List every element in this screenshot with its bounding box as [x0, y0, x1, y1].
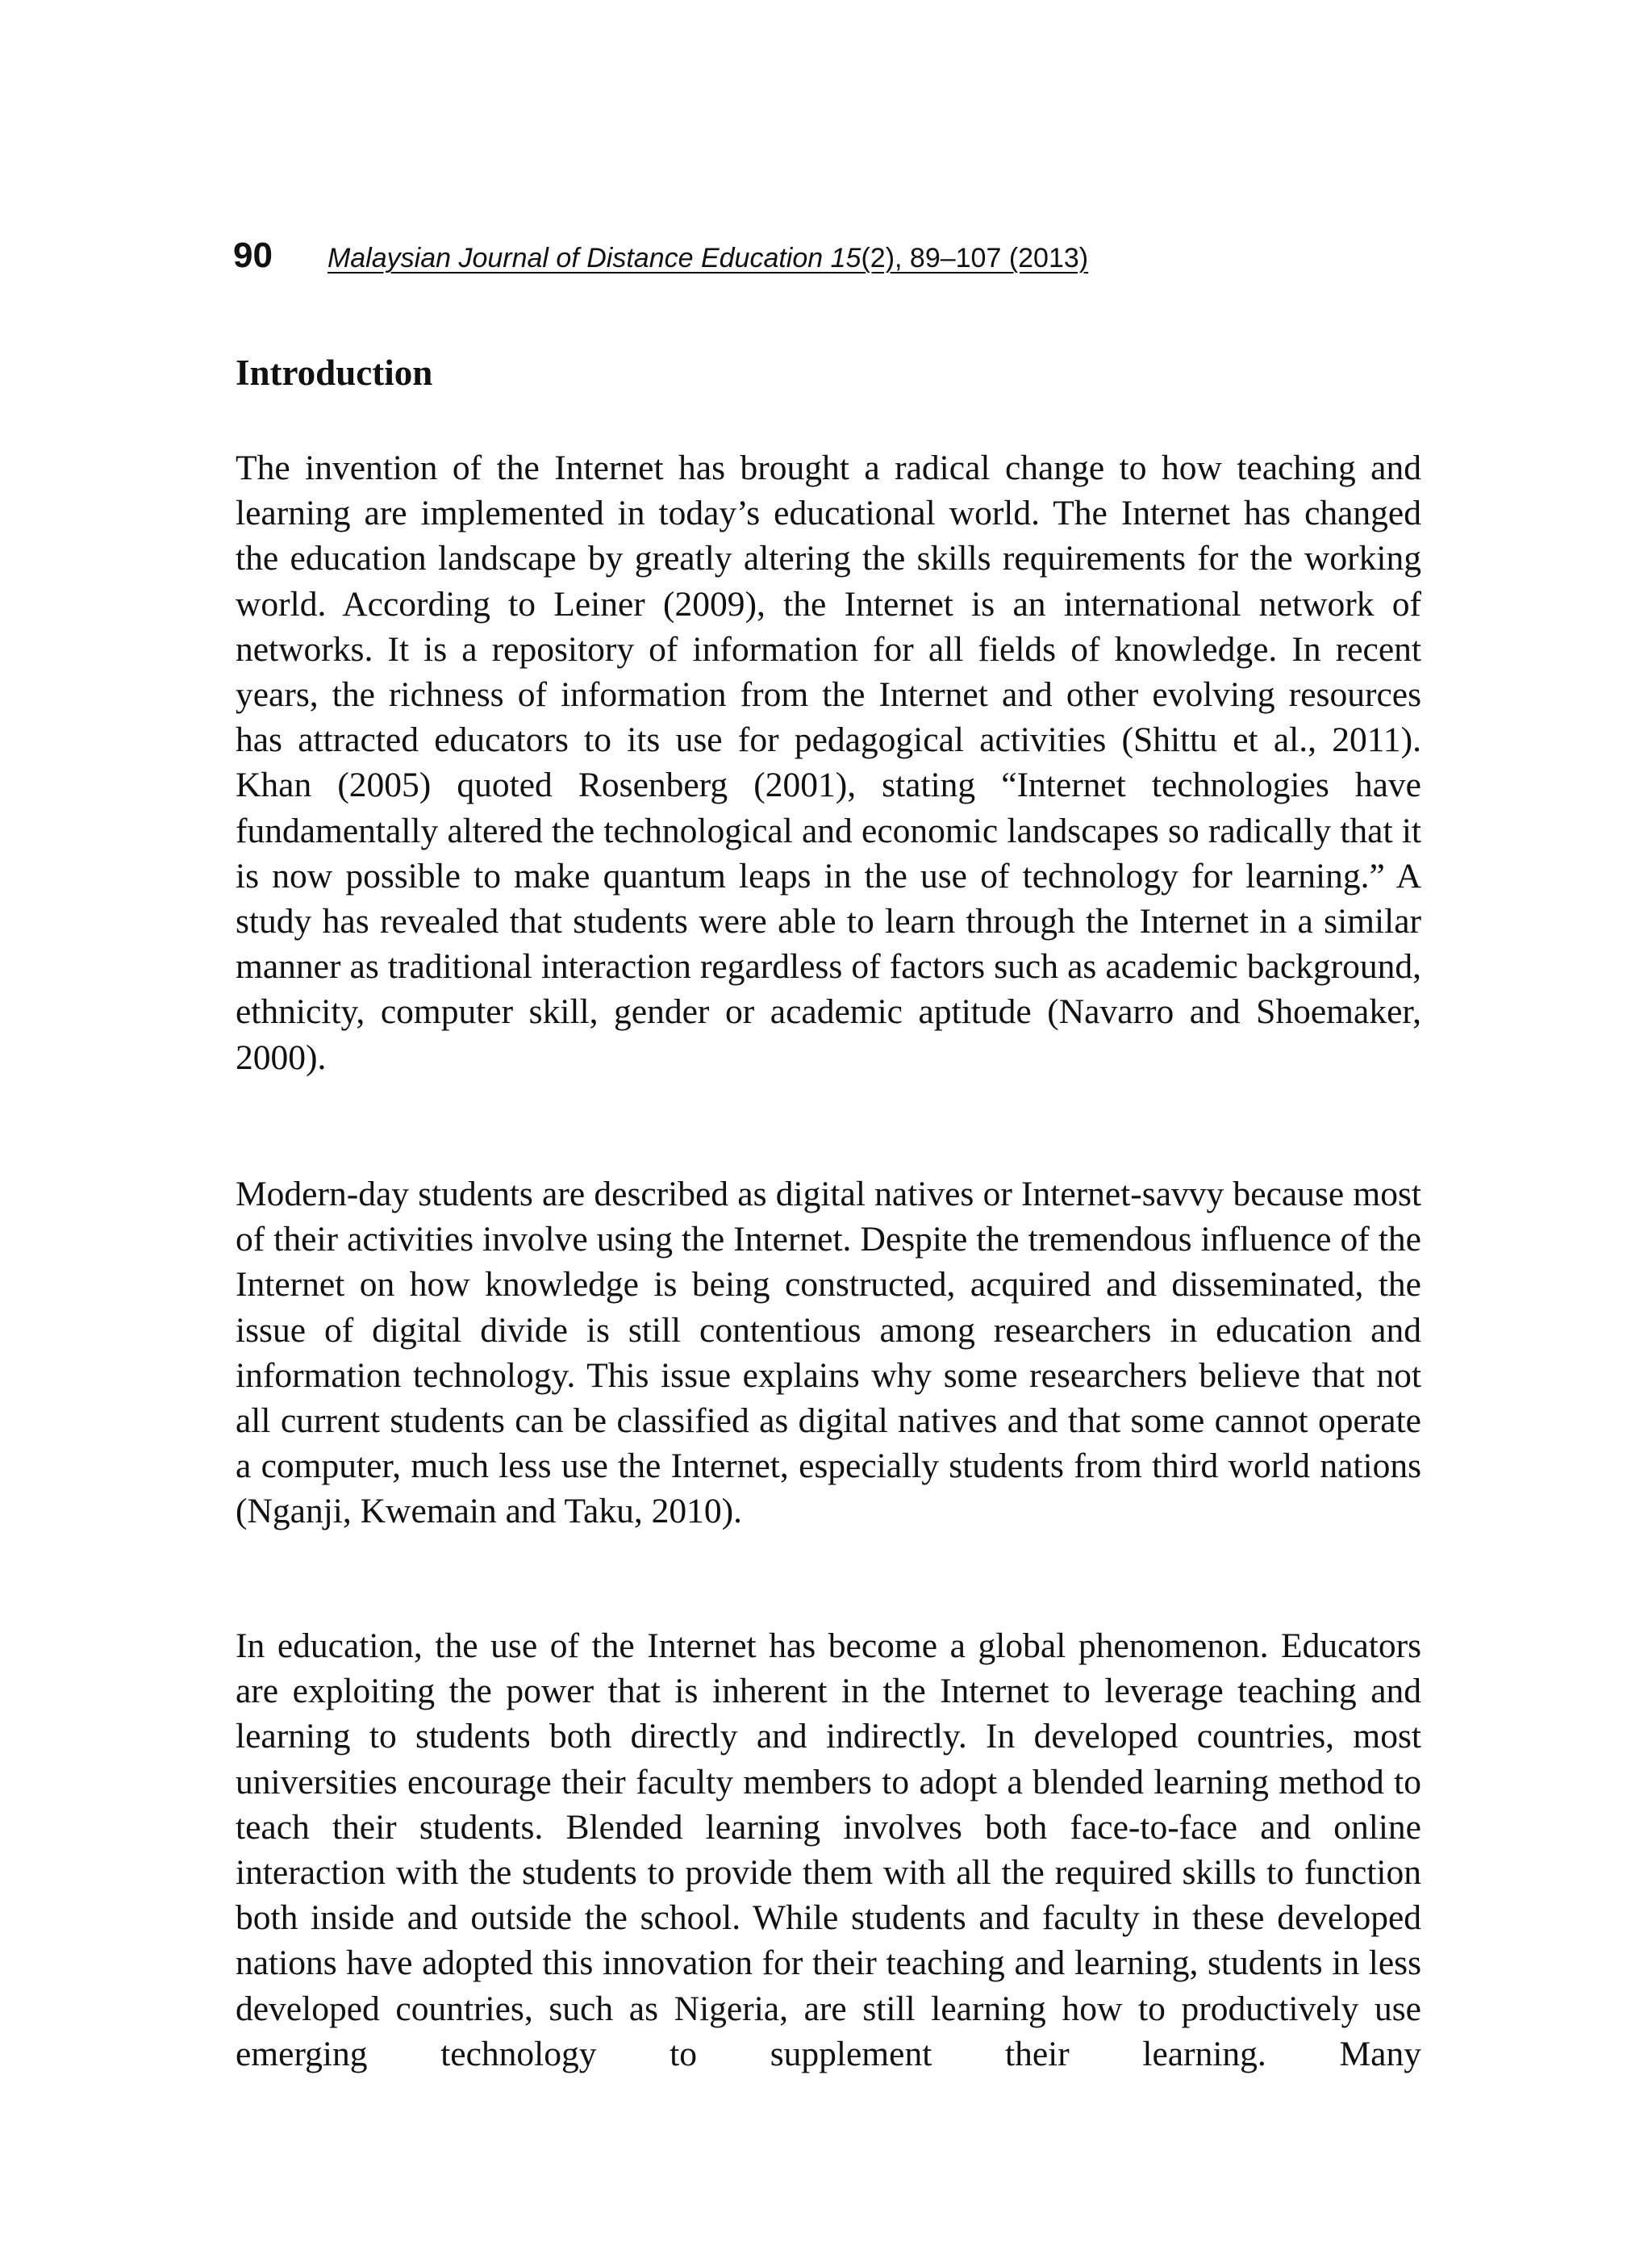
journal-citation: [327, 243, 1088, 274]
body-paragraph-1: The invention of the Internet has brought a radical change to how teaching and learning are implemented in today’s educational world. The Internet has changed the education landscape by greatly altering the skills requirements for the working world. According to Leiner (2009), the Internet is an international network of networks. It is a repository of information for all fields of knowledge. In recent years, the richness of information from the Internet and other evolving resources has attracted educators to its use for pedagogical activities (Shittu et al., 2011). Khan (2005) quoted Rosenberg (2001), stating “Internet technologies have fundamentally altered the technological and economic landscapes so radically that it is now possible to make quantum leaps in the use of technology for learning.” A study has revealed that students were able to learn through the Internet in a similar manner as traditional interaction regardless of factors such as academic background, ethnicity, computer skill, gender or academic aptitude (Navarro and Shoemaker, 2000).: [236, 449, 1421, 1077]
journal-issue-pages-year: (2), 89–107 (2013): [861, 243, 1089, 273]
body-paragraph-3: In education, the use of the Internet has become a global phenomenon. Educators are exploiting the power that is inherent in the Internet to leverage teaching and learning to students both directly and indirectly. In developed countries, most universities encourage their faculty members to adopt a blended learning method to teach their students. Blended learning involves both face-to-face and online interaction with the students to provide them with all the required skills to function both inside and outside the school. While students and faculty in these developed nations have adopted this innovation for their teaching and learning, students in less developed countries, such as Nigeria, are still learning how to productively use emerging technology to supplement their learning. Many: [236, 1626, 1421, 2073]
section-heading: Introduction: [236, 353, 433, 393]
journal-volume: 15: [830, 243, 861, 273]
page-number: 90: [233, 236, 273, 275]
running-header: [233, 236, 1169, 281]
body-paragraph-2: Modern-day students are described as digital natives or Internet-savvy because most of their activities involve using the Internet. Despite the tremendous influence of the Internet on how knowledge is being constructed, acquired and disseminated, the issue of digital divide is still contentious among researchers in education and information technology. This issue explains why some researchers believe that not all current students can be classified as digital natives and that some cannot operate a computer, much less use the Internet, especially students from third world nations (Nganji, Kwemain and Taku, 2010).: [236, 1175, 1421, 1531]
journal-name: Malaysian Journal of Distance Education: [327, 243, 824, 273]
